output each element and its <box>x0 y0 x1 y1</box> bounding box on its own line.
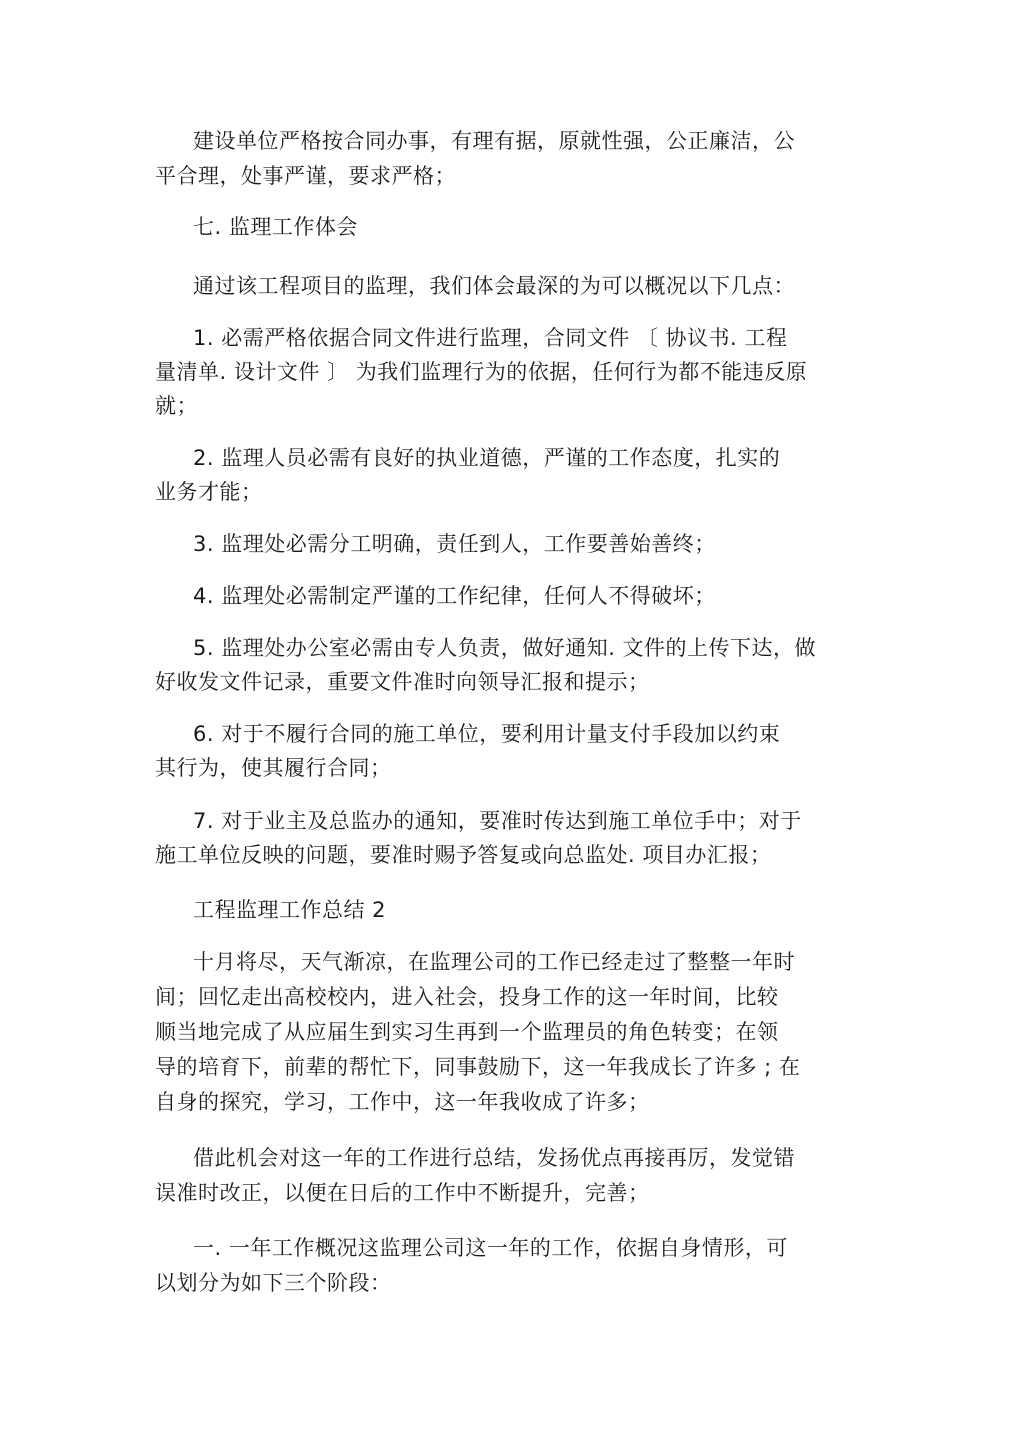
section-heading: 七. 监理工作体会 <box>193 215 358 239</box>
list-item-line: 2. 监理人员必需有良好的执业道德，严谨的工作态度，扎实的 <box>193 446 781 470</box>
text-line: 十月将尽，天气渐凉，在监理公司的工作已经走过了整整一年时 <box>193 950 795 974</box>
section-title: 工程监理工作总结 2 <box>193 898 387 922</box>
list-item-line: 其行为，使其履行合同； <box>155 756 392 780</box>
list-item-line: 5. 监理处办公室必需由专人负责，做好通知. 文件的上传下达，做 <box>193 636 817 660</box>
list-item-line: 6. 对于不履行合同的施工单位，要利用计量支付手段加以约束 <box>193 722 781 746</box>
text-line: 误准时改正，以便在日后的工作中不断提升，完善； <box>155 1181 650 1205</box>
text-line: 平合理，处事严谨，要求严格； <box>155 164 456 188</box>
list-item-line: 3. 监理处必需分工明确，责任到人，工作要善始善终； <box>193 532 716 556</box>
text-line: 建设单位严格按合同办事，有理有据，原就性强，公正廉洁，公 <box>193 129 795 153</box>
text-line: 通过该工程项目的监理，我们体会最深的为可以概况以下几点： <box>193 274 795 298</box>
list-item-line: 业务才能； <box>155 480 263 504</box>
text-line: 顺当地完成了从应届生到实习生再到一个监理员的角色转变；在领 <box>155 1020 779 1044</box>
text-line: 导的培育下，前辈的帮忙下，同事鼓励下，这一年我成长了许多 ; 在 <box>155 1055 801 1079</box>
list-item-line: 量清单. 设计文件 〕 为我们监理行为的依据，任何行为都不能违反原 <box>155 360 808 384</box>
list-item-line: 好收发文件记录，重要文件准时向领导汇报和提示； <box>155 670 650 694</box>
list-item-line: 7. 对于业主及总监办的通知，要准时传达到施工单位手中；对于 <box>193 809 802 833</box>
list-item-line: 1. 必需严格依据合同文件进行监理，合同文件 〔 协议书. 工程 <box>193 326 788 350</box>
list-item-line: 4. 监理处必需制定严谨的工作纪律，任何人不得破坏； <box>193 584 716 608</box>
text-line: 一. 一年工作概况这监理公司这一年的工作，依据自身情形，可 <box>193 1236 788 1260</box>
text-line: 借此机会对这一年的工作进行总结，发扬优点再接再厉，发觉错 <box>193 1146 795 1170</box>
list-item-line: 施工单位反映的问题，要准时赐予答复或向总监处. 项目办汇报； <box>155 843 772 867</box>
text-line: 自身的探究，学习，工作中，这一年我收成了许多； <box>155 1090 650 1114</box>
text-line: 以划分为如下三个阶段： <box>155 1271 392 1295</box>
list-item-line: 就； <box>155 394 198 418</box>
text-line: 间；回忆走出高校校内，进入社会，投身工作的这一年时间，比较 <box>155 985 779 1009</box>
